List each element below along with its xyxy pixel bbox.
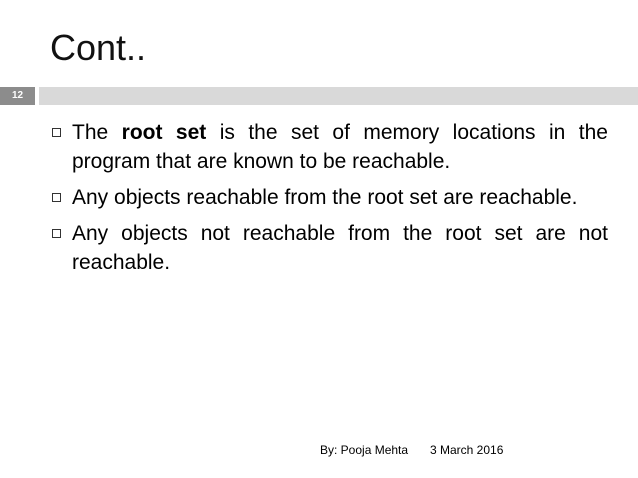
bullet-text: Any objects not reachable from the root set are not reachable. [72, 222, 608, 274]
bullet-item-not-reachable [48, 219, 608, 277]
square-bullet-icon [52, 193, 61, 202]
square-bullet-icon [52, 128, 61, 137]
footer-date: 3 March 2016 [430, 443, 504, 457]
square-bullet-icon [52, 229, 61, 238]
bullet-item-reachable [48, 183, 608, 212]
slide-title: Cont.. [50, 27, 147, 68]
bullet-text-suffix: is the set of memory locations in the program that are known to be reachable. [72, 121, 608, 173]
slide-number: 12 [0, 87, 35, 105]
header-divider-bar [39, 87, 638, 105]
bullet-text: Any objects reachable from the root set are reachable. [72, 186, 578, 209]
bullet-list [48, 118, 608, 284]
footer-author: By: Pooja Mehta [320, 443, 409, 457]
bullet-item-root-set [48, 118, 608, 176]
bullet-text-bold: root set [121, 121, 207, 144]
bullet-text-prefix: The [72, 121, 122, 144]
